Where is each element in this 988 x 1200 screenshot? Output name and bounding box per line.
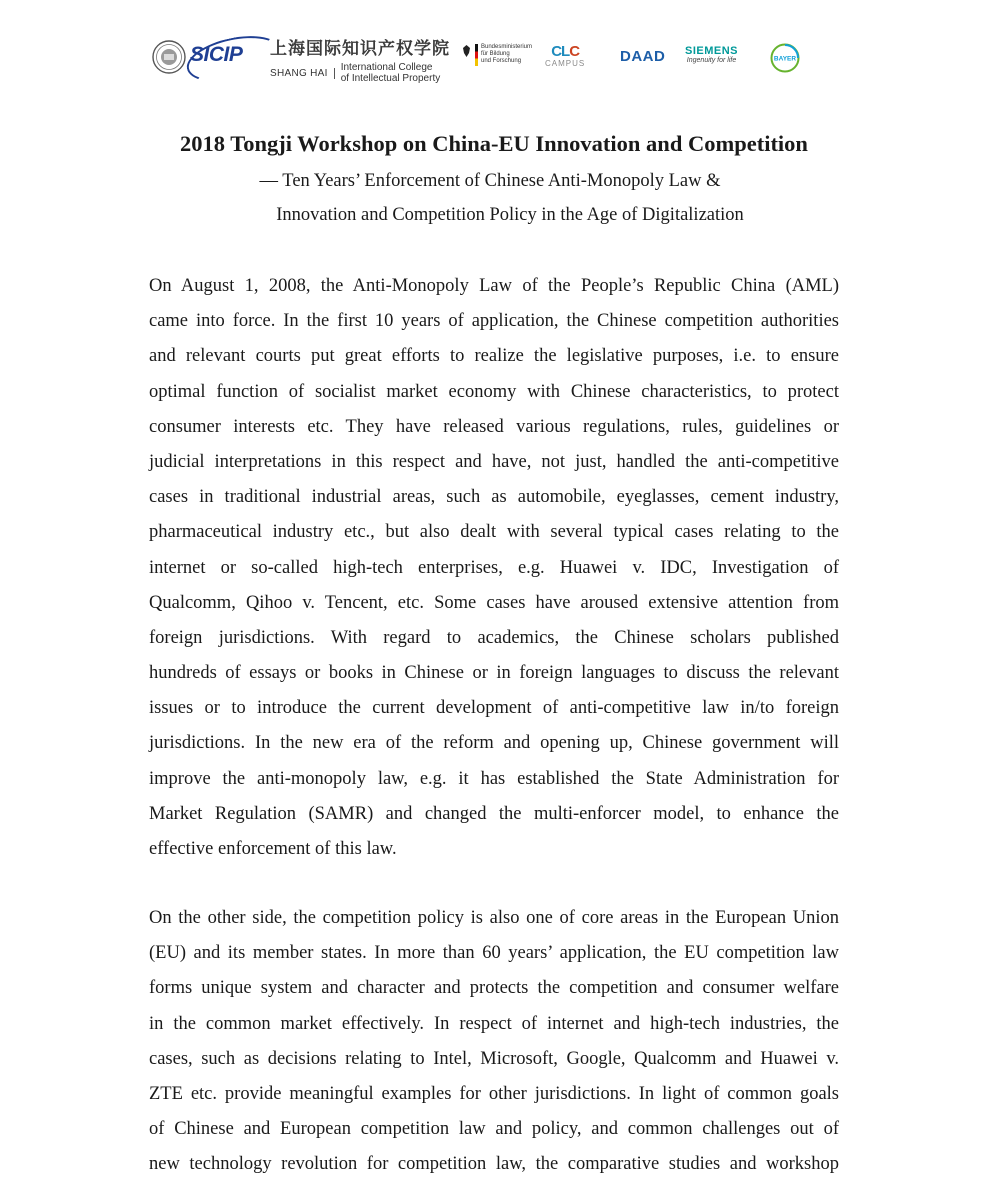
subtitle-line-2: Innovation and Competition Policy in the Age of Digitalization	[276, 205, 744, 225]
college-name-line1: International College	[340, 62, 433, 73]
tongji-university-seal-icon	[152, 40, 186, 74]
text-line: Qualcomm, Qihoo v. Tencent, etc. Some cases have aroused extensive attention from	[149, 592, 839, 613]
college-name-line2: of Intellectual Property	[340, 73, 441, 84]
bmbf-text: Bundesministerium für Bildung und Forschung	[481, 44, 533, 64]
text-line: cases, such as decisions relating to Intel, Microsoft, Google, Qualcomm and Huawei v.	[149, 1048, 839, 1069]
text-line: jurisdictions. In the new era of the reform and opening up, Chinese government will	[149, 733, 839, 754]
german-flag-icon	[475, 44, 478, 66]
college-logo	[270, 34, 450, 84]
text-line: new technology revolution for competition law, the comparative studies and workshop	[149, 1154, 839, 1175]
siemens-logo	[685, 45, 738, 65]
bayer-cross-logo	[770, 43, 800, 73]
text-line: optimal function of socialist market economy with Chinese characteristics, to protect	[149, 381, 839, 402]
daad-logo: DAAD	[620, 48, 666, 65]
siemens-name: SIEMENS	[685, 45, 739, 57]
text-line: consumer interests etc. They have released various regulations, rules, guidelines or	[149, 416, 839, 437]
text-line: improve the anti-monopoly law, e.g. it has established the State Administration for	[149, 768, 839, 789]
college-chinese-name: 上海国际知识产权学院	[270, 39, 450, 58]
text-line: internet or so-called high-tech enterprises, e.g. Huawei v. IDC, Investigation of	[149, 557, 839, 578]
text-line: forms unique system and character and protects the competition and consumer welfare	[149, 978, 839, 999]
college-city: SHANG HAI	[270, 68, 335, 79]
clc-mark-b: C	[569, 43, 580, 60]
text-line: Market Regulation (SAMR) and changed the multi-enforcer model, to enhance the	[149, 803, 839, 824]
sicip-label: SICIP	[190, 43, 243, 66]
document-title: 2018 Tongji Workshop on China-EU Innovation and Competition	[180, 131, 808, 156]
text-line: effective enforcement of this law.	[149, 839, 397, 859]
subtitle-line-1: — Ten Years’ Enforcement of Chinese Anti-Monopoly Law &	[259, 171, 721, 191]
siemens-tagline: Ingenuity for life	[686, 57, 737, 64]
text-line: and relevant courts put great efforts to realize the legislative purposes, i.e. to ensure	[149, 346, 839, 367]
clc-campus-logo	[545, 44, 585, 68]
bmbf-logo	[462, 44, 532, 66]
paragraph-eu-competition	[149, 901, 839, 1183]
text-line: foreign jurisdictions. With regard to academics, the Chinese scholars published	[149, 627, 839, 648]
text-line: pharmaceutical industry etc., but also dealt with several typical cases relating to the	[149, 522, 839, 543]
text-line: in the common market effectively. In respect of internet and high-tech industries, the	[149, 1013, 839, 1034]
sicip-logo	[190, 43, 242, 67]
text-line: cases in traditional industrial areas, such as automobile, eyeglasses, cement industry,	[149, 487, 839, 508]
text-line: On the other side, the competition policy is also one of core areas in the European Union	[149, 908, 839, 928]
text-line: judicial interpretations in this respect and have, not just, handled the anti-competitive	[149, 451, 839, 472]
bayer-label: BAYER	[773, 55, 797, 63]
text-line: came into force. In the first 10 years of application, the Chinese competition authorities	[149, 311, 839, 332]
german-eagle-icon	[462, 44, 471, 58]
text-line: (EU) and its member states. In more than 60 years’ application, the EU competition law	[149, 943, 839, 964]
text-line: ZTE etc. provide meaningful examples for other jurisdictions. In light of common goals	[149, 1083, 839, 1104]
paragraph-aml-overview	[149, 269, 839, 867]
text-line: issues or to introduce the current development of anti-competitive law in/to foreign	[149, 698, 839, 719]
text-line: hundreds of essays or books in Chinese or in foreign languages to discuss the relevant	[149, 663, 839, 684]
clc-sub-label: CAMPUS	[545, 59, 586, 68]
sponsor-logo-row	[150, 34, 810, 84]
clc-mark-a: CL	[551, 43, 570, 60]
text-line: of Chinese and European competition law and policy, and common challenges out of	[149, 1119, 839, 1140]
text-line: On August 1, 2008, the Anti-Monopoly Law of the People’s Republic China (AML)	[149, 276, 839, 296]
